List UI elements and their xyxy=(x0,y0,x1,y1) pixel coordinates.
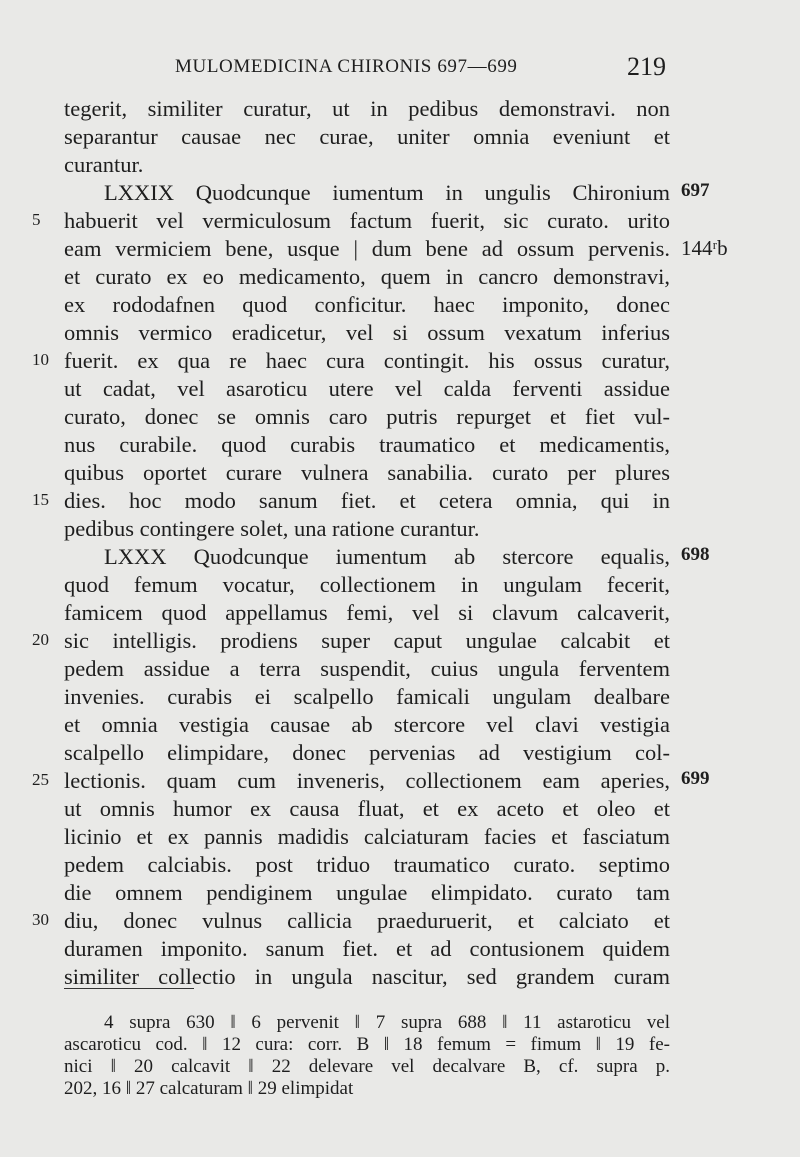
text-line xyxy=(0,123,800,151)
line-number: 20 xyxy=(32,630,49,649)
text-line xyxy=(0,207,800,235)
line-text: dies. hoc modo sanum fiet. et cetera omnia, qui in xyxy=(64,488,670,513)
text-line xyxy=(0,627,800,655)
line-number: 25 xyxy=(32,770,49,789)
text-line xyxy=(0,375,800,403)
text-line xyxy=(0,767,800,795)
line-text: quod femum vocatur, collectionem in ungulam fecerit, xyxy=(64,572,670,597)
line-text: tegerit, similiter curatur, ut in pedibus demonstravi. non xyxy=(64,96,670,121)
text-line xyxy=(0,403,800,431)
line-text: diu, donec vulnus callicia praeduruerit, et calciato et xyxy=(64,908,670,933)
line-text: sic intelligis. prodiens super caput ungulae calcabit et xyxy=(64,628,670,653)
text-line xyxy=(0,683,800,711)
line-text: pedem calciabis. post triduo traumatico curato. septimo xyxy=(64,852,670,877)
apparatus-line: ascaroticu cod. ‖ 12 cura: corr. B ‖ 18 femum = fimum ‖ 19 fe- xyxy=(64,1034,670,1055)
text-line xyxy=(0,235,800,263)
text-line xyxy=(0,319,800,347)
footnote-rule xyxy=(64,988,194,989)
text-line xyxy=(0,431,800,459)
line-text: die omnem pendiginem ungulae elimpidato. curato tam xyxy=(64,880,670,905)
text-line xyxy=(0,291,800,319)
text-line xyxy=(0,851,800,879)
apparatus-line: 202, 16 ‖ 27 calcaturam ‖ 29 elimpidat xyxy=(64,1078,354,1099)
line-number: 15 xyxy=(32,490,49,509)
text-line xyxy=(0,907,800,935)
line-text: scalpello elimpidare, donec pervenias ad vestigium col- xyxy=(64,740,670,765)
line-text: duramen imponito. sanum fiet. et ad contusionem quidem xyxy=(64,936,670,961)
text-line xyxy=(0,543,800,571)
text-line xyxy=(0,935,800,963)
line-text: invenies. curabis ei scalpello famicali ungulam dealbare xyxy=(64,684,670,709)
text-line xyxy=(0,95,800,123)
text-line xyxy=(0,515,800,543)
line-text: pedibus contingere solet, una ratione curantur. xyxy=(64,516,480,541)
text-line xyxy=(0,795,800,823)
line-text: nus curabile. quod curabis traumatico et medicamentis, xyxy=(64,432,670,457)
text-line xyxy=(0,263,800,291)
margin-note: 699 xyxy=(681,768,710,789)
text-line xyxy=(0,739,800,767)
line-text: quibus oportet curare vulnera sanabilia. curato per plures xyxy=(64,460,670,485)
line-text: ut omnis humor ex causa fluat, et ex aceto et oleo et xyxy=(64,796,670,821)
line-text: licinio et ex pannis madidis calciaturam facies et fasciatum xyxy=(64,824,670,849)
text-line xyxy=(0,823,800,851)
line-text: LXXIX Quodcunque iumentum in ungulis Chironium xyxy=(104,180,670,205)
margin-note: 698 xyxy=(681,544,710,565)
text-line xyxy=(0,347,800,375)
line-text: fuerit. ex qua re haec cura contingit. his ossus curatur, xyxy=(64,348,670,373)
line-text: pedem assidue a terra suspendit, cuius ungula ferventem xyxy=(64,656,670,681)
text-line xyxy=(0,179,800,207)
line-text: similiter collectio in ungula nascitur, sed grandem curam xyxy=(64,964,670,989)
running-title: MULOMEDICINA CHIRONIS 697—699 xyxy=(175,56,518,77)
text-line xyxy=(0,571,800,599)
text-line xyxy=(0,599,800,627)
text-line xyxy=(0,487,800,515)
apparatus-line: 4 supra 630 ‖ 6 pervenit ‖ 7 supra 688 ‖ 11 astaroticu vel xyxy=(104,1012,670,1033)
line-text: LXXX Quodcunque iumentum ab stercore equalis, xyxy=(104,544,670,569)
line-text: et omnia vestigia causae ab stercore vel clavi vestigia xyxy=(64,712,670,737)
line-number: 30 xyxy=(32,910,49,929)
margin-note: 697 xyxy=(681,180,710,201)
line-number: 10 xyxy=(32,350,49,369)
line-text: habuerit vel vermiculosum factum fuerit, sic curato. urito xyxy=(64,208,670,233)
line-text: curantur. xyxy=(64,152,144,177)
line-text: separantur causae nec curae, uniter omnia eveniunt et xyxy=(64,124,670,149)
line-text: omnis vermico eradicetur, vel si ossum vexatum inferius xyxy=(64,320,670,345)
page-number: 219 xyxy=(627,52,666,81)
line-text: eam vermiciem bene, usque | dum bene ad ossum pervenis. xyxy=(64,236,670,261)
apparatus-line: nici ‖ 20 calcavit ‖ 22 delevare vel decalvare B, cf. supra p. xyxy=(64,1056,670,1077)
text-line xyxy=(0,655,800,683)
line-text: famicem quod appellamus femi, vel si clavum calcaverit, xyxy=(64,600,670,625)
line-text: lectionis. quam cum inveneris, collectionem eam aperies, xyxy=(64,768,670,793)
line-text: curato, donec se omnis caro putris repurget et fiet vul- xyxy=(64,404,670,429)
line-number: 5 xyxy=(32,210,41,229)
text-line xyxy=(0,151,800,179)
text-line xyxy=(0,963,800,991)
text-line xyxy=(0,879,800,907)
line-text: ut cadat, vel asaroticu utere vel calda ferventi assidue xyxy=(64,376,670,401)
line-text: et curato ex eo medicamento, quem in cancro demonstravi, xyxy=(64,264,670,289)
text-line xyxy=(0,711,800,739)
margin-note: 144ʳb xyxy=(681,236,728,260)
text-line xyxy=(0,459,800,487)
line-text: ex rododafnen quod conficitur. haec imponito, donec xyxy=(64,292,670,317)
page-header xyxy=(0,52,800,86)
